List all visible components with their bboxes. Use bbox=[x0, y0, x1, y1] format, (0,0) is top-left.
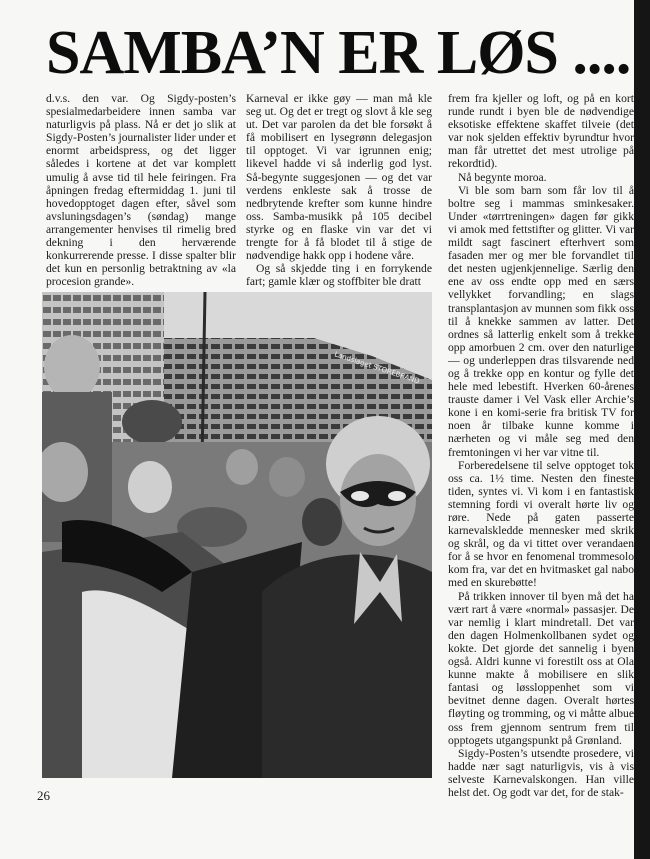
column-3-paragraph-3: Vi ble som barn som får lov til å boltre seg i mammas sminkesaker. Under «tørrtreningen» dagen før gikk vi amok med fettstifter og glitter. Vi var mildt sagt fascinert efterhvert som fasaden mer og mer ble forvandlet til det nesten ugjenkjennelige. Særlig den ene av oss endte opp med en særs vellykket forvandling; en slags transplantasjon av munnen som fikk oss til å knekke sammen av latter. Det ordnes så latterlig enkelt som å trekke opp amorbuen 2 cm. over den naturlige — og underleppen dras tilsvarende ned og å trekke opp en kontur og fylle det hele med lebestift. Hverken 60-årenes trauste damer i Vel Vask eller Archie’s kone i en komi-serie fra britisk TV for noen år tilbake kunne komme i nærheten og vi måle seg med den fremtoningen vi her var vitne til. bbox=[448, 183, 634, 459]
column-2-paragraph-2: Og så skjedde ting i en forrykende fart; gamle klær og stoffbiter ble dratt bbox=[246, 262, 432, 289]
article-column-3 bbox=[448, 92, 634, 799]
column-1-paragraph: d.v.s. den var. Og Sigdy-posten’s spesialmedarbeidere innen samba var naturligvis på plass. Nå er det jo slik at Sigdy-Posten’s journalister lider under et enormt arbeidspress, og det ligger således i kortene at det var komplett umulig å avse tid til hele feiringen. Fra åpningen fredag eftermiddag 1. juni til hovedopptoget dagen efter, såvel som avsluningsdagen’s (søndag) mange arrangementer henvises til rimelig bred dekning i den herværende konkurrerende presse. I disse spalter blir det kun en personlig betraktning av «la procesion grande». bbox=[46, 92, 236, 289]
column-3-paragraph-1: frem fra kjeller og loft, og på en kort runde rundt i byen ble de nødvendige eksotiske effektene skaffet tilveie (det var nok sjelden effektiv byrundtur hvor man får utrettet det mest utrolige på rekordtid). bbox=[448, 92, 634, 171]
carnival-photo bbox=[42, 292, 432, 778]
article-column-2 bbox=[246, 92, 432, 288]
column-2-paragraph-1: Karneval er ikke gøy — man må kle seg ut. Og det er tregt og slovt å kle seg ut. Det var parolen da det ble forsøkt å få mobilisert en lysegrønn delegasjon til opptoget. Vi var igrunnen enig; likevel hadde vi så inderlig god lyst. Så-begynte suggesjonen — og det var verdens enkleste sak å trosse de nedbrytende krefter som kunne hindre oss. Samba-musikk på 105 decibel styrke og en flaske vin var det vi trengte for å få blodet til å stige de nødvendige hakk opp i hodene våre. bbox=[246, 92, 432, 263]
article-title: SAMBA’N ER LØS .... bbox=[46, 19, 631, 87]
binding-edge bbox=[634, 0, 650, 859]
page-number: 26 bbox=[37, 788, 50, 803]
column-3-paragraph-6: Sigdy-Posten’s utsendte prosedere, vi hadde nær sagt naturligvis, vis à vis selveste Karnevalskongen. Han ville helst det. Og godt var det, for de stak- bbox=[448, 746, 634, 799]
article-column-1 bbox=[46, 92, 236, 288]
column-3-paragraph-5: På trikken innover til byen må det ha vært rart å være «normal» passasjer. De var nemlig i klart mindretall. Det var den dagen Holmenkollbanen sydet og kokte. Det gjorde det sannelig i byen også. Aldri kunne vi forestilt oss at Ola kunne makte å mobilisere en slik fantasi og løssloppenhet som vi bevitnet denne dagen. Overalt hørtes fløyting og tromming, og vi måtte albue oss frem gjennom sentrum frem til opptogets utgangspunkt på Grønland. bbox=[448, 589, 634, 747]
carnival-photo-illustration bbox=[42, 292, 432, 778]
building-sign: Landslaget STOREBRAND bbox=[333, 350, 421, 386]
column-3-paragraph-4: Forberedelsene til selve opptoget tok oss ca. 1½ time. Nesten den fineste tiden, syntes vi. Vi kom i en fantastisk stemning fordi vi overalt hørte liv og røre. Nede på gaten passerte karnevalskledde mennesker med skrik og skrål, og da vi tittet over verandaen for å se hvor en fenomenal trommesolo kom fra, var det en hvitmasket gal nabo med en skurebøtte! bbox=[448, 458, 634, 590]
column-3-paragraph-2: Nå begynte moroa. bbox=[458, 170, 547, 184]
